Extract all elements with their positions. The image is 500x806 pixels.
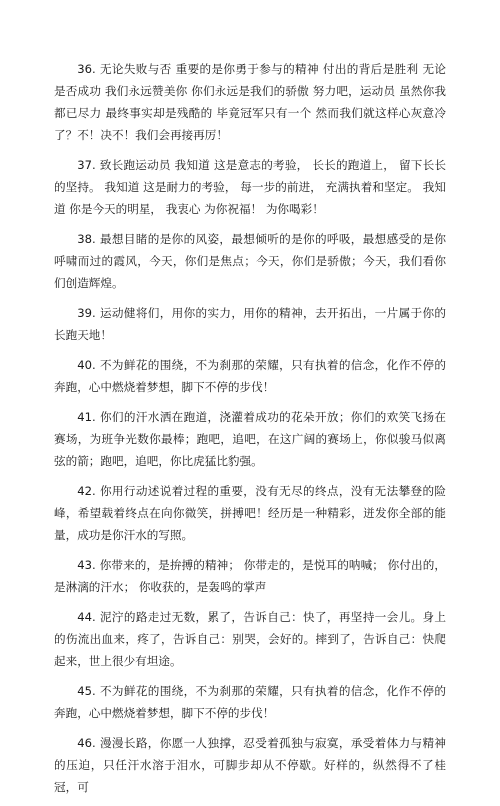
paragraph-37: [54, 154, 446, 220]
paragraph-number: 37.: [77, 158, 96, 172]
paragraph-40: [54, 354, 446, 398]
paragraph-41: [54, 406, 446, 472]
paragraph-38: [54, 228, 446, 294]
paragraph-text: 你带来的，是拚搏的精神； 你带走的，是悦耳的呐喊； 你付出的，是淋漓的汗水； 你收获的，是轰鸣的掌声: [54, 558, 446, 594]
paragraph-number: 39.: [77, 306, 96, 320]
paragraph-42: [54, 480, 446, 546]
paragraph-text: 你们的汗水洒在跑道，浇灌着成功的花朵开放；你们的欢笑飞扬在赛场，为班争光数你最棒；跑吧，追吧，在这广阔的赛场上，你似骏马似离弦的箭；跑吧，追吧，你比虎猛比豹强。: [54, 410, 446, 468]
paragraph-number: 41.: [77, 410, 96, 424]
paragraph-text: 你用行动述说着过程的重要，没有无尽的终点，没有无法攀登的险峰，希望载着终点在向你微笑，拼搏吧！经历是一种精彩，迸发你全部的能量，成功是你汗水的写照。: [54, 484, 446, 542]
paragraph-36: [54, 58, 446, 146]
paragraph-43: [54, 554, 446, 598]
paragraph-number: 46.: [77, 736, 96, 750]
paragraph-number: 45.: [77, 684, 96, 698]
paragraph-number: 42.: [77, 484, 96, 498]
paragraph-text: 致长跑运动员 我知道 这是意志的考验， 长长的跑道上， 留下长长的坚持。 我知道 这是耐力的考验， 每一步的前进， 充满执着和坚定。 我知道 你是今天的明星， 我衷心 为你祝福！ 为你喝彩！: [54, 158, 446, 216]
paragraph-number: 40.: [77, 358, 96, 372]
paragraph-text: 不为鲜花的围绕，不为刹那的荣耀，只有执着的信念，化作不停的奔跑，心中燃烧着梦想，脚下不停的步伐！: [54, 684, 446, 720]
paragraph-46: [54, 732, 446, 798]
paragraph-text: 漫漫长路，你愿一人独撑，忍受着孤独与寂寞，承受着体力与精神的压迫，只任汗水溶于泪水，可脚步却从不停歇。好样的，纵然得不了桂冠，可: [54, 736, 446, 794]
paragraph-text: 泥泞的路走过无数，累了，告诉自己：快了，再坚持一会儿。身上的伤流出血来，疼了，告诉自己：别哭，会好的。摔到了，告诉自己：快爬起来，世上很少有坦途。: [54, 610, 446, 668]
paragraph-text: 无论失败与否 重要的是你勇于参与的精神 付出的背后是胜利 无论是否成功 我们永远赞美你 你们永远是我们的骄傲 努力吧，运动员 虽然你我都已尽力 最终事实却是残酷的 毕竟冠军只有一个 然而我们就这样心灰意冷了？不！决不！我们会再接再厉！: [54, 62, 446, 142]
paragraph-number: 43.: [77, 558, 96, 572]
paragraph-number: 38.: [77, 232, 96, 246]
paragraph-text: 最想目睹的是你的风姿，最想倾听的是你的呼吸，最想感受的是你呼啸而过的霞风，今天，你们是焦点；今天，你们是骄傲；今天，我们看你们创造辉煌。: [54, 232, 446, 290]
paragraph-text: 不为鲜花的围绕，不为刹那的荣耀，只有执着的信念，化作不停的奔跑，心中燃烧着梦想，脚下不停的步伐！: [54, 358, 446, 394]
paragraph-number: 44.: [77, 610, 96, 624]
paragraph-text: 运动健将们，用你的实力，用你的精神，去开拓出，一片属于你的长跑天地！: [54, 306, 446, 342]
paragraph-44: [54, 606, 446, 672]
paragraph-number: 36.: [77, 62, 96, 76]
paragraph-45: [54, 680, 446, 724]
document-body: [54, 58, 446, 806]
paragraph-39: [54, 302, 446, 346]
